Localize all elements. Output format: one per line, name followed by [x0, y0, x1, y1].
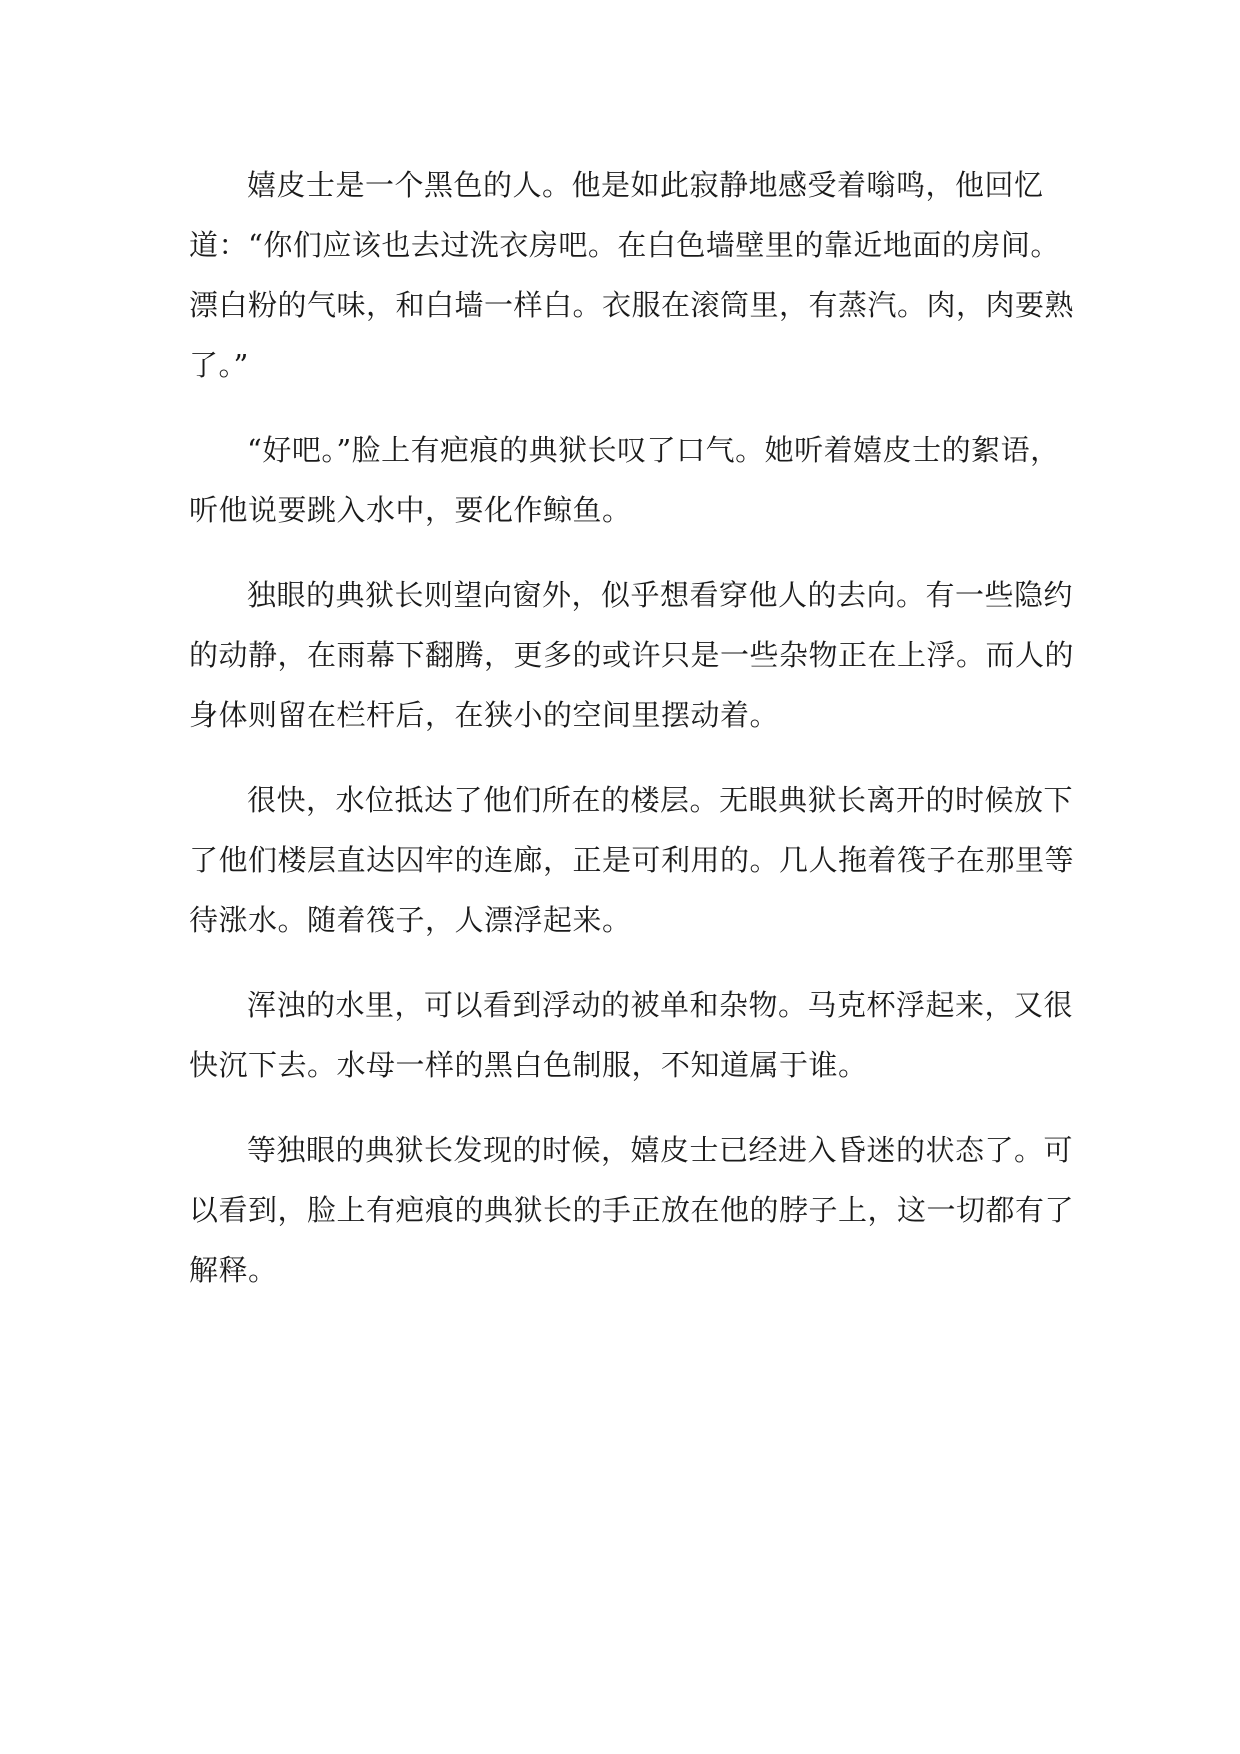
- paragraph-6: 等独眼的典狱长发现的时候，嬉皮士已经进入昏迷的状态了。可以看到，脸上有疤痕的典狱长的手正放在他的脖子上，这一切都有了解释。: [189, 1133, 1075, 1287]
- paragraph-5: 浑浊的水里，可以看到浮动的被单和杂物。马克杯浮起来，又很快沉下去。水母一样的黑白色制服，不知道属于谁。: [189, 988, 1074, 1082]
- paragraph-2: “好吧。”脸上有疤痕的典狱长叹了口气。她听着嬉皮士的絮语，听他说要跳入水中，要化作鲸鱼。: [189, 433, 1060, 527]
- paragraph-1: 嬉皮士是一个黑色的人。他是如此寂静地感受着嗡鸣，他回忆道：“你们应该也去过洗衣房吧。在白色墙壁里的靠近地面的房间。漂白粉的气味，和白墙一样白。衣服在滚筒里，有蒸汽。肉，肉要熟了。”: [189, 168, 1075, 382]
- document-body: [189, 155, 1074, 1325]
- paragraph-3: 独眼的典狱长则望向窗外，似乎想看穿他人的去向。有一些隐约的动静，在雨幕下翻腾，更多的或许只是一些杂物正在上浮。而人的身体则留在栏杆后，在狭小的空间里摆动着。: [189, 578, 1075, 732]
- paragraph-4: 很快，水位抵达了他们所在的楼层。无眼典狱长离开的时候放下了他们楼层直达囚牢的连廊，正是可利用的。几人拖着筏子在那里等待涨水。随着筏子，人漂浮起来。: [189, 783, 1075, 937]
